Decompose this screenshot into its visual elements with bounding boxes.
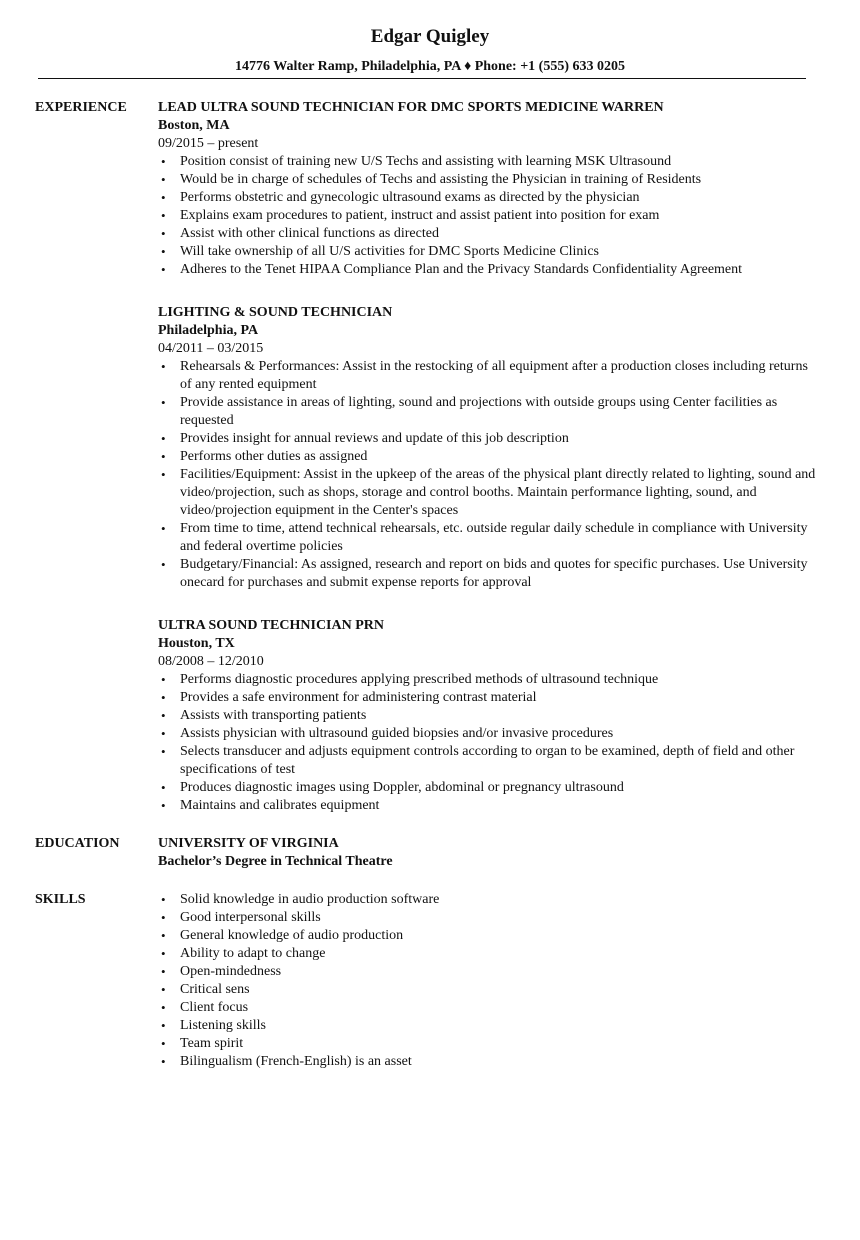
job-location: Philadelphia, PA <box>158 323 259 338</box>
job-title: LEAD ULTRA SOUND TECHNICIAN FOR DMC SPORTS MEDICINE WARREN <box>158 100 664 115</box>
list-item: • Selects transducer and adjusts equipment controls according to organ to be examined, depth of field and other specifications of test <box>180 743 818 779</box>
skills-section <box>158 891 818 1071</box>
list-item: • Would be in charge of schedules of Techs and assisting the Physician in training of Residents <box>180 171 818 189</box>
job-title: LIGHTING & SOUND TECHNICIAN <box>158 305 393 320</box>
list-item: • Performs diagnostic procedures applying prescribed methods of ultrasound technique <box>180 671 818 689</box>
list-item: • Listening skills <box>180 1017 818 1035</box>
list-item: • Provides a safe environment for administering contrast material <box>180 689 818 707</box>
list-item: • Team spirit <box>180 1035 818 1053</box>
skills-list <box>158 891 818 1071</box>
list-item: • Solid knowledge in audio production software <box>180 891 818 909</box>
section-label-skills: SKILLS <box>35 892 86 907</box>
list-item: • Open-mindedness <box>180 963 818 981</box>
job-bullets <box>158 358 818 592</box>
list-item: • Good interpersonal skills <box>180 909 818 927</box>
job-dates: 08/2008 – 12/2010 <box>158 654 264 669</box>
list-item: • Rehearsals & Performances: Assist in the restocking of all equipment after a production closes including returns of any rented equipment <box>180 358 818 394</box>
list-item: • Assist with other clinical functions as directed <box>180 225 818 243</box>
list-item: • Client focus <box>180 999 818 1017</box>
job-entry <box>158 99 818 279</box>
list-item: • Budgetary/Financial: As assigned, research and report on bids and quotes for specific purchases. Use University onecard for purchases and submit expense reports for approval <box>180 556 818 592</box>
list-item: • Produces diagnostic images using Doppler, abdominal or pregnancy ultrasound <box>180 779 818 797</box>
list-item: • Position consist of training new U/S Techs and assisting with learning MSK Ultrasound <box>180 153 818 171</box>
list-item: • Maintains and calibrates equipment <box>180 797 818 815</box>
list-item: • Provides insight for annual reviews and update of this job description <box>180 430 818 448</box>
list-item: • Performs other duties as assigned <box>180 448 818 466</box>
candidate-name: Edgar Quigley <box>370 26 490 47</box>
list-item: • Bilingualism (French-English) is an asset <box>180 1053 818 1071</box>
job-location: Houston, TX <box>158 636 235 651</box>
job-location: Boston, MA <box>158 118 230 133</box>
list-item: • Critical sens <box>180 981 818 999</box>
job-title: ULTRA SOUND TECHNICIAN PRN <box>158 618 384 633</box>
list-item: • Facilities/Equipment: Assist in the upkeep of the areas of the physical plant directly related to lighting, sound and video/projection, such as shops, storage and control booths. Maintain performance lighting, sound, and video/projection equipment in the Center's spaces <box>180 466 818 520</box>
experience-section <box>158 99 818 840</box>
contact-line: 14776 Walter Ramp, Philadelphia, PA ♦ Phone: +1 (555) 633 0205 <box>234 59 626 74</box>
job-entry <box>158 617 818 815</box>
section-label-education: EDUCATION <box>35 836 120 851</box>
list-item: • Ability to adapt to change <box>180 945 818 963</box>
list-item: • Assists physician with ultrasound guided biopsies and/or invasive procedures <box>180 725 818 743</box>
list-item: • Assists with transporting patients <box>180 707 818 725</box>
section-label-experience: EXPERIENCE <box>35 100 127 115</box>
header-divider <box>38 78 806 79</box>
list-item: • Will take ownership of all U/S activities for DMC Sports Medicine Clinics <box>180 243 818 261</box>
list-item: • Explains exam procedures to patient, instruct and assist patient into position for exam <box>180 207 818 225</box>
job-dates: 09/2015 – present <box>158 136 259 151</box>
list-item: • General knowledge of audio production <box>180 927 818 945</box>
job-bullets <box>158 153 818 279</box>
list-item: • Adheres to the Tenet HIPAA Compliance Plan and the Privacy Standards Confidentiality Agreement <box>180 261 818 279</box>
job-bullets <box>158 671 818 815</box>
list-item: • Provide assistance in areas of lighting, sound and projections with outside groups using Center facilities as requested <box>180 394 818 430</box>
education-section <box>158 835 818 871</box>
job-entry <box>158 304 818 592</box>
list-item: • Performs obstetric and gynecologic ultrasound exams as directed by the physician <box>180 189 818 207</box>
degree-name: Bachelor’s Degree in Technical Theatre <box>158 854 393 869</box>
school-name: UNIVERSITY OF VIRGINIA <box>158 836 339 851</box>
job-dates: 04/2011 – 03/2015 <box>158 341 264 356</box>
list-item: • From time to time, attend technical rehearsals, etc. outside regular daily schedule in compliance with University and federal overtime policies <box>180 520 818 556</box>
